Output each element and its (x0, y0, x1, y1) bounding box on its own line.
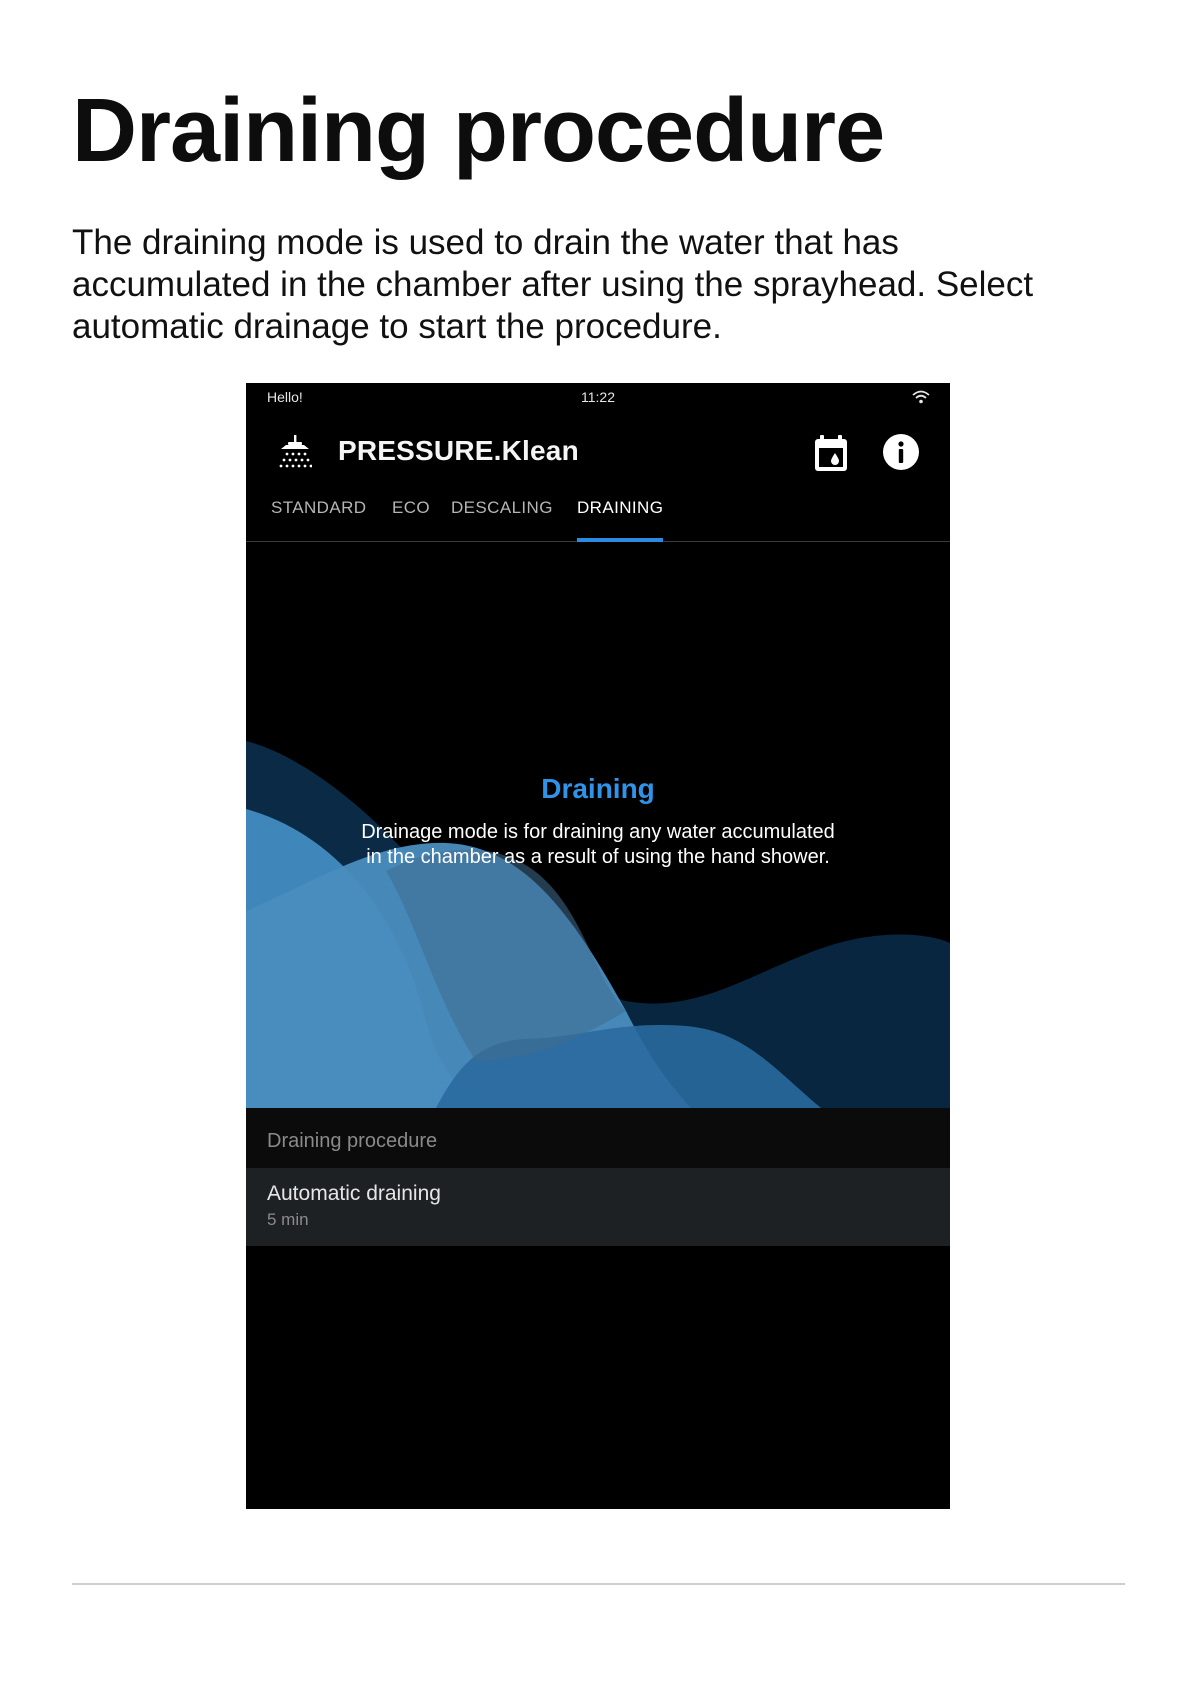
hero-description: Drainage mode is for draining any water accumulated in the chamber as a result of using the hand shower. (361, 821, 835, 868)
tab-standard[interactable]: STANDARD (271, 498, 367, 517)
page-title: Draining procedure (72, 81, 885, 181)
app-bar (246, 413, 950, 493)
section-header (246, 1108, 950, 1168)
shower-head-icon (278, 435, 312, 471)
status-bar (246, 383, 950, 413)
intro-paragraph: The draining mode is used to drain the water that has accumulated in the chamber after using the sprayhead. Select automatic drainage to start the procedure. (72, 223, 1034, 346)
status-time: 11:22 (581, 389, 615, 405)
tab-eco[interactable]: ECO (392, 498, 431, 517)
wifi-icon (912, 390, 930, 404)
hero-title: Draining (541, 773, 655, 804)
calendar-drop-icon[interactable] (812, 433, 850, 473)
list-item-title: Automatic draining (267, 1182, 441, 1205)
status-greeting: Hello! (267, 389, 303, 405)
tab-descaling[interactable]: DESCALING (451, 498, 553, 517)
automatic-draining-item[interactable] (246, 1168, 950, 1246)
app-screenshot (246, 383, 950, 1509)
app-title: PRESSURE.Klean (338, 435, 579, 466)
list-item-duration: 5 min (267, 1210, 309, 1229)
tab-draining[interactable]: DRAINING (577, 493, 663, 541)
section-header-label: Draining procedure (267, 1130, 438, 1152)
mode-tabs (246, 493, 950, 542)
footer-divider (72, 1583, 1125, 1585)
info-icon[interactable] (882, 433, 920, 471)
